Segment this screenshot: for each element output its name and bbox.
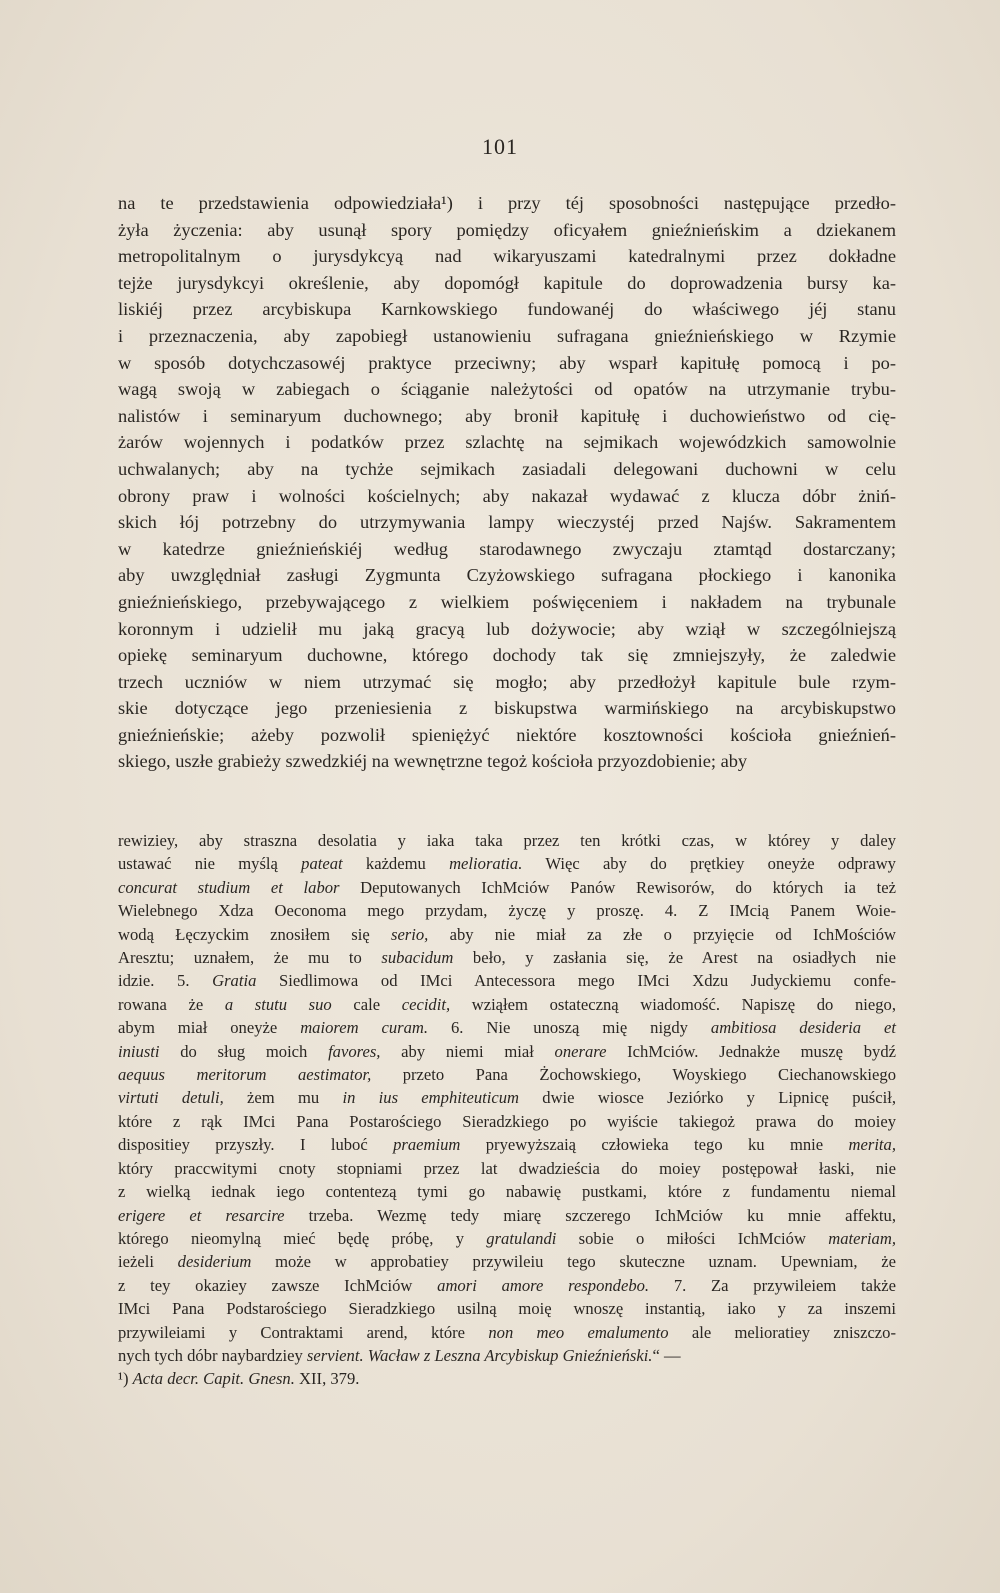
main-text-line: skie dotyczące jego przeniesienia z biskupstwa warmińskiego na arcybiskupstwo — [118, 698, 896, 719]
main-text-line: w katedrze gnieźnieńskiéj według starodawnego zwyczaju ztamtąd dostarczany; — [118, 538, 896, 559]
text-segment: trzeba. Wezmę tedy miarę szczerego IchMciów ku mnie affektu, — [284, 1205, 896, 1225]
text-segment: IMci Pana Podstarościego Sieradzkiego usilną moię wnoszę instantią, iako y za inszemi — [118, 1299, 896, 1319]
text-segment: dwie wiosce Jeziórko y Lipnicę puścił, — [519, 1088, 896, 1108]
main-text-line: opiekę seminaryum duchowne, którego dochody tak się zmniejszyły, że zaledwie — [118, 645, 896, 666]
text-segment: IchMciów. Jednakże muszę bydź — [606, 1041, 897, 1061]
italic-text: cecidit, — [401, 994, 451, 1014]
text-segment: którego nieomylną mieć będę próbę, y — [118, 1228, 487, 1248]
main-text-line: wagą swoją w zabiegach o ściąganie należytości od opatów na utrzymanie trybu- — [118, 379, 896, 400]
italic-text: onerare — [554, 1041, 607, 1061]
footnote-reference — [118, 1367, 896, 1390]
main-text-line: w sposób dotychczasowéj praktyce przeciwny; aby wsparł kapitułę pomocą i po- — [118, 352, 896, 373]
italic-text: virtuti detuli, — [118, 1088, 224, 1108]
text-segment: aby niemi miał — [380, 1041, 555, 1061]
italic-text: amori amore respondebo. — [437, 1275, 650, 1295]
text-segment: cale — [331, 994, 402, 1014]
italic-text: merita, — [848, 1135, 896, 1155]
footnote-line — [118, 1297, 896, 1320]
footnote-line — [118, 1086, 896, 1109]
text-segment: Deputowanych IchMciów Panów Rewisorów, do których ia też — [339, 877, 896, 897]
footnote-line — [118, 1274, 896, 1297]
main-text-line: aby uwzględniał zasługi Zygmunta Czyżowskiego sufragana płockiego i kanonika — [118, 565, 896, 586]
italic-text: a stutu suo — [224, 994, 332, 1014]
text-segment: który praccwitymi cnoty stopniami przez lat dwadzieścia do moiey postępował łaski, nie — [118, 1158, 896, 1178]
italic-text: erigere et resarcire — [118, 1205, 285, 1225]
text-segment: ieżeli — [118, 1252, 178, 1272]
text-segment: rowana że — [118, 994, 225, 1014]
footnote-line — [118, 852, 896, 875]
italic-text: serio, — [390, 924, 429, 944]
main-text-line: metropolitalnym o jurysdykcyą nad wikaryuszami katedralnymi przez dokładne — [118, 246, 896, 267]
text-segment: może w approbatiey przywileiu tego skuteczne uznam. Upewniam, że — [251, 1252, 896, 1272]
text-segment: Wielebnego Xdza Oeconoma mego przydam, życzę y proszę. 4. Z IMcią Panem Woie- — [118, 901, 896, 921]
footnote-line — [118, 1110, 896, 1133]
main-text-line: żarów wojennych i podatków przez szlachtę na sejmikach wojewódzkich samowolnie — [118, 432, 896, 453]
text-segment: pryewyższaią człowieka tego ku mnie — [460, 1135, 849, 1155]
text-segment: sobie o miłości IchMciów — [556, 1228, 829, 1248]
main-text-line: koronnym i udzielił mu jaką gracyą lub dożywocie; aby wziął w szczególniejszą — [118, 618, 896, 639]
footnote-line — [118, 993, 896, 1016]
text-segment: które z rąk IMci Pana Postarościego Sieradzkiego po wyiście takiegoż prawa do moiey — [118, 1111, 896, 1131]
italic-text: maiorem curam. — [300, 1018, 429, 1038]
text-segment: XII, 379. — [294, 1369, 360, 1389]
main-text-line: gnieźnieńskiego, przebywającego z wielkiem poświęceniem i nakładem na trybunale — [118, 591, 896, 612]
italic-text: non meo emalumento — [488, 1322, 669, 1342]
text-segment: Aresztu; uznałem, że mu to — [118, 948, 382, 968]
text-segment: abym miał oneyże — [118, 1018, 301, 1038]
text-segment: przeto Pana Żochowskiego, Woyskiego Ciechanowskiego — [371, 1065, 896, 1085]
page-number: 101 — [482, 134, 518, 159]
footnote-line — [118, 1321, 896, 1344]
italic-text: in ius emphiteuticum — [342, 1088, 519, 1108]
italic-text: aequus meritorum aestimator, — [118, 1065, 372, 1085]
text-segment: wziąłem ostateczną wiadomość. Napiszę do niego, — [450, 994, 896, 1014]
italic-text: melioratia. — [449, 854, 523, 874]
italic-text: Gratia — [212, 971, 257, 991]
italic-text: Wacław z Leszna Arcybiskup Gnieźnieński. — [367, 1345, 653, 1365]
main-text-line: liskiéj przez arcybiskupa Karnkowskiego fundowanéj do właściwego jéj stanu — [118, 299, 896, 320]
footnote-line — [118, 1227, 896, 1250]
text-segment: 7. Za przywileiem także — [649, 1275, 897, 1295]
text-segment: ale melioratiey zniszczo- — [668, 1322, 896, 1342]
main-text-line: tejże jurysdykcyi określenie, aby dopomógł kapitule do doprowadzenia bursy ka- — [118, 272, 896, 293]
footnote-line — [118, 946, 896, 969]
footnote-line — [118, 1204, 896, 1227]
text-segment: żem mu — [223, 1088, 343, 1108]
italic-text: ambitiosa desideria et — [710, 1018, 896, 1038]
italic-text: favores, — [328, 1041, 381, 1061]
footnote-line — [118, 1157, 896, 1180]
text-segment: ustawać nie myślą — [118, 854, 302, 874]
italic-text: iniusti — [118, 1041, 160, 1061]
text-segment: wodą Łęczyckim znosiłem się — [118, 924, 391, 944]
footnote-line — [118, 899, 896, 922]
footnote-line — [118, 876, 896, 899]
italic-text: subacidum — [381, 948, 454, 968]
text-segment: Siedlimowa od IMci Antecessora mego IMci Xdzu Judyckiemu confe- — [256, 971, 896, 991]
text-segment: idzie. 5. — [118, 971, 213, 991]
text-segment: “ — — [652, 1345, 681, 1365]
main-text-line: żyła życzenia: aby usunął spory pomiędzy oficyałem gnieźnieńskim a dziekanem — [118, 219, 896, 240]
main-text-line: i przeznaczenia, aby zapobiegł ustanowieniu sufragana gnieźnieńskiego w Rzymie — [118, 325, 896, 346]
italic-text: Acta decr. Capit. Gnesn. — [132, 1369, 295, 1389]
main-text-line: nalistów i seminaryum duchownego; aby bronił kapitułę i duchowieństwo od cię- — [118, 405, 896, 426]
italic-text: concurat studium et labor — [118, 877, 340, 897]
text-segment: beło, y zasłania się, że Arest na osiadłych nie — [453, 948, 897, 968]
footnote-line — [118, 1250, 896, 1273]
footnote-line — [118, 1063, 896, 1086]
footnote-line — [118, 829, 896, 852]
text-segment: z wielką iednak iego contentezą tymi go nabawię pustkami, które z fundamentu niemal — [118, 1182, 896, 1202]
italic-text: desiderium — [177, 1252, 252, 1272]
main-text-line: trzech uczniów w niem utrzymać się mogło; aby przedłożył kapitule bule rzym- — [118, 671, 896, 692]
italic-text: servient. — [306, 1345, 364, 1365]
text-segment: do sług moich — [159, 1041, 329, 1061]
footnote-line — [118, 1016, 896, 1039]
italic-text: pateat — [301, 854, 343, 874]
main-text-block — [118, 190, 896, 775]
main-text-line: obrony praw i wolności kościelnych; aby nakazał wydawać z klucza dóbr żniń- — [118, 485, 896, 506]
main-text-line: uchwalanych; aby na tychże sejmikach zasiadali delegowani duchowni w celu — [118, 458, 896, 479]
text-segment: dispositiey przyszły. I luboć — [118, 1135, 394, 1155]
text-segment: nych tych dóbr naybardziey — [118, 1345, 307, 1365]
footnote-line — [118, 1344, 896, 1367]
main-text-line: gnieźnieńskie; ażeby pozwolił spieniężyć niektóre kosztowności kościoła gnieźnień- — [118, 724, 896, 745]
footnote-line — [118, 1040, 896, 1063]
text-segment: aby nie miał za złe o przyięcie od IchMościów — [428, 924, 896, 944]
footnote-line — [118, 1133, 896, 1156]
italic-text: gratulandi — [486, 1228, 557, 1248]
text-segment: każdemu — [342, 854, 450, 874]
text-segment: przywileiami y Contraktami arend, które — [118, 1322, 489, 1342]
text-segment: 6. Nie unoszą mię nigdy — [428, 1018, 711, 1038]
main-text-line: skich łój potrzebny do utrzymywania lampy wieczystéj przed Najśw. Sakramentem — [118, 512, 896, 533]
footnote-line — [118, 1180, 896, 1203]
footnote-line — [118, 969, 896, 992]
main-text-line: skiego, uszłe grabieży szwedzkiéj na wewnętrzne tegoż kościoła przyozdobienie; aby — [118, 751, 748, 772]
main-text-line: na te przedstawienia odpowiedziała¹) i przy téj sposobności następujące przedło- — [118, 193, 896, 213]
footnote-line — [118, 923, 896, 946]
footnote-block — [118, 829, 896, 1391]
text-segment: rewiziey, aby straszna desolatia y iaka taka przez ten krótki czas, w którey y daley — [118, 831, 896, 850]
italic-text: praemium — [393, 1135, 461, 1155]
text-segment: Więc aby do prętkiey oneyże odprawy — [522, 854, 896, 874]
text-segment: z tey okaziey zawsze IchMciów — [118, 1275, 438, 1295]
text-segment: ¹) — [118, 1369, 133, 1389]
italic-text: materiam, — [828, 1228, 896, 1248]
